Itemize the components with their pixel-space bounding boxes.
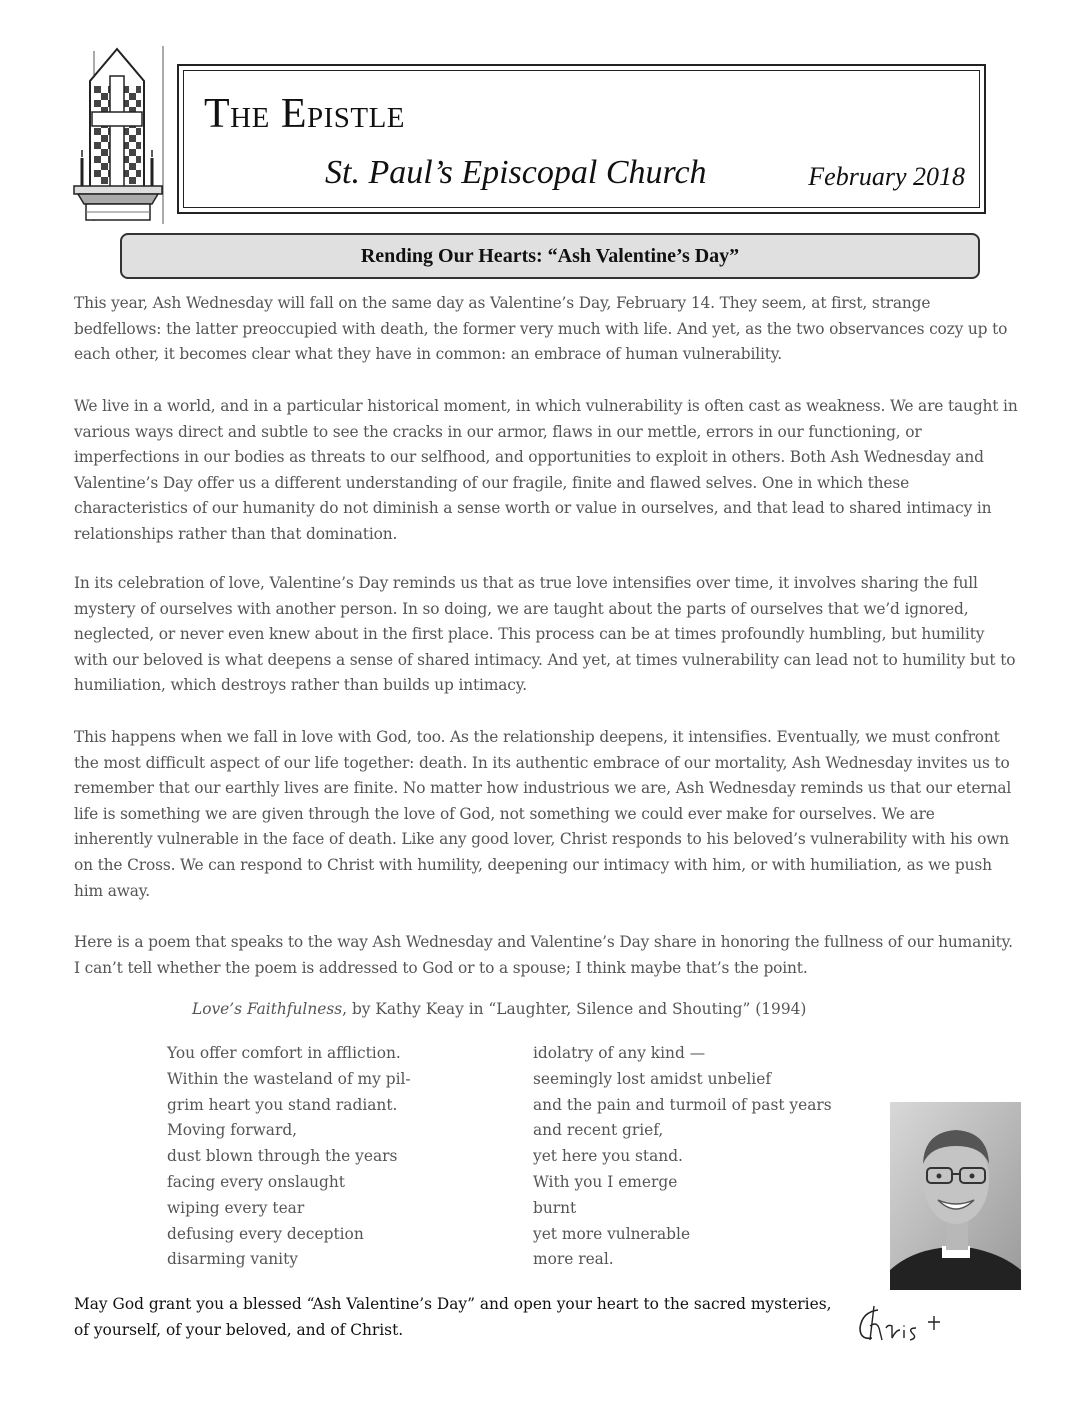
poem-line: grim heart you stand radiant. <box>167 1095 398 1114</box>
poem-line: facing every onslaught <box>167 1172 345 1191</box>
poem-column-1 <box>167 1041 411 1273</box>
paragraph-1: This year, Ash Wednesday will fall on the same day as Valentine’s Day, February 14. They seem, at first, strange bedfellows: the latter preoccupied with death, the former very much with life. And yet, as the two observances cozy up to each other, it becomes clear what they have in common: an embrace of human vulnerability. <box>74 294 1008 364</box>
church-name: St. Paul’s Episcopal Church <box>325 154 707 191</box>
poem-line: yet here you stand. <box>533 1147 683 1166</box>
paragraph-2: We live in a world, and in a particular historical moment, in which vulnerability is often cast as weakness. We are taught in various ways direct and subtle to see the cracks in our armor, flaws in our mettle, errors in our functioning, or imperfections in our bodies as threats to our selfhood, and opportunities to exploit in others. Both Ash Wednesday and Valentine’s Day offer us a different understanding of our fragile, finite and flawed selves. One in which these characteristics of our humanity do not diminish a sense worth or value in ourselves, and that lead to shared intimacy in relationships rather than that domination. <box>74 397 1018 543</box>
poem-line: and the pain and turmoil of past years <box>533 1095 832 1114</box>
poem-citation <box>192 1000 806 1018</box>
poem-title: Love’s Faithfulness <box>192 1000 343 1018</box>
paragraph-4: This happens when we fall in love with God, too. As the relationship deepens, it intensifies. Eventually, we must confront the most difficult aspect of our life together: death. In its authentic embrace of our mortality, Ash Wednesday invites us to remember that our earthly lives are finite. No matter how industrious we are, Ash Wednesday reminds us that our eternal life is something we are given through the love of God, not something we could ever make for ourselves. We are inherently vulnerable in the face of death. Like any good lover, Christ responds to his beloved’s vulnerability with his own on the Cross. We can respond to Christ with humility, deepening our intimacy with him, or with humiliation, as we push him away. <box>74 728 1012 900</box>
author-photo <box>890 1102 1021 1290</box>
poem-source: , by Kathy Keay in “Laughter, Silence and Shouting” (1994) <box>342 1000 807 1018</box>
author-signature <box>856 1300 956 1346</box>
newsletter-title: The Epistle <box>204 91 406 137</box>
poem-column-2 <box>533 1041 832 1273</box>
issue-date: February 2018 <box>808 162 965 191</box>
poem-line: seemingly lost amidst unbelief <box>533 1069 772 1088</box>
poem-line: Within the wasteland of my pil- <box>167 1069 411 1088</box>
paragraph-3: In its celebration of love, Valentine’s Day reminds us that as true love intensifies over time, it involves sharing the full mystery of ourselves with another person. In so doing, we are taught about the parts of ourselves that we’d ignored, neglected, or never even knew about in the first place. This process can be at times profoundly humbling, but humility with our beloved is what deepens a sense of shared intimacy. And yet, at times vulnerability can lead not to humility but to humiliation, which destroys rather than builds up intimacy. <box>74 574 1016 695</box>
poem-line: disarming vanity <box>167 1250 298 1269</box>
poem-line: burnt <box>533 1198 577 1217</box>
masthead-inner-border <box>183 70 980 208</box>
church-logo <box>70 46 166 224</box>
poem-line: dust blown through the years <box>167 1147 398 1166</box>
poem-line: With you I emerge <box>533 1172 678 1191</box>
paragraph-5: Here is a poem that speaks to the way Ash Wednesday and Valentine’s Day share in honoring the fullness of our humanity. I can’t tell whether the poem is addressed to God or to a spouse; I think maybe that’s the point. <box>74 933 1013 977</box>
article-headline-box <box>120 233 980 279</box>
poem-line: more real. <box>533 1250 614 1269</box>
poem-line: yet more vulnerable <box>533 1224 691 1243</box>
poem-line: and recent grief, <box>533 1121 664 1140</box>
masthead <box>177 64 986 214</box>
poem-line: Moving forward, <box>167 1121 298 1140</box>
poem-line: wiping every tear <box>167 1198 305 1217</box>
closing-blessing: May God grant you a blessed “Ash Valentine’s Day” and open your heart to the sacred mysteries, of yourself, of your beloved, and of Christ. <box>74 1295 832 1339</box>
poem-line: defusing every deception <box>167 1224 364 1243</box>
poem-line: idolatry of any kind — <box>533 1044 706 1062</box>
poem-line: You offer comfort in affliction. <box>167 1044 401 1062</box>
article-headline: Rending Our Hearts: “Ash Valentine’s Day” <box>360 245 740 267</box>
